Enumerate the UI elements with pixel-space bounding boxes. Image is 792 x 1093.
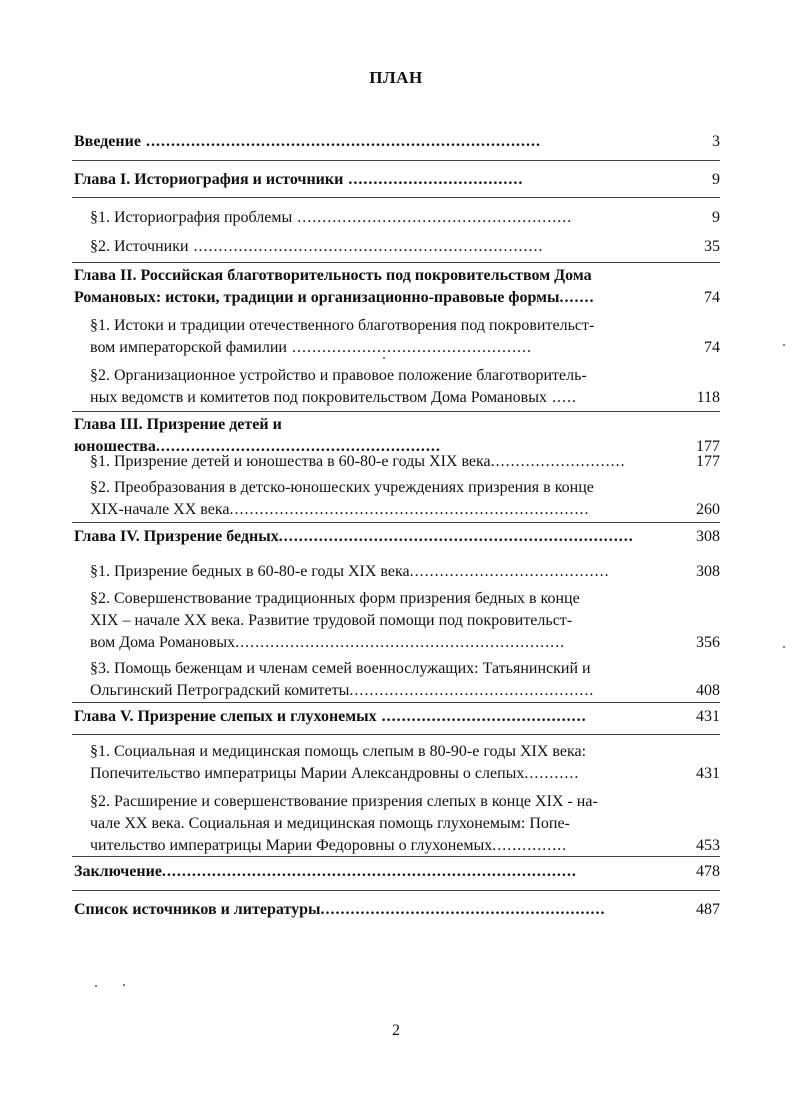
page-title: ПЛАН <box>369 68 423 87</box>
toc-line: XIX-начале XX века <box>90 501 230 518</box>
toc-line: Глава III. Призрение детей и юношества <box>74 416 282 455</box>
toc-line: ных ведомств и комитетов под покровительством Дома Романовых <box>90 389 547 406</box>
toc-line: Заключение <box>74 863 162 880</box>
toc-line: §3. Помощь беженцам и членам семей военнослужащих: Татьянинский и <box>90 660 591 677</box>
toc-line: вом Дома Романовых <box>90 634 236 651</box>
toc-page-number: 431 <box>696 708 720 725</box>
toc-line: §2. Организационное устройство и правовое положение благотворитель- <box>90 367 587 384</box>
toc-line: Список источников и литературы <box>74 901 321 918</box>
toc-page-number: 118 <box>696 389 720 406</box>
toc-line: Ольгинский Петроградский комитеты <box>90 682 350 699</box>
leader-dots: ......................................................... <box>320 901 606 918</box>
toc-entry <box>90 477 720 521</box>
toc-entry <box>90 236 720 258</box>
toc-entry <box>74 861 720 883</box>
leader-dots: ..... <box>546 389 577 406</box>
toc-page-number: 35 <box>704 238 720 255</box>
toc-line: §1. Призрение бедных в 60-80-е годы XIX века <box>90 563 410 580</box>
leader-dots: ....................................................................... <box>278 528 634 545</box>
divider <box>72 856 720 857</box>
leader-dots: ....... <box>559 289 595 306</box>
leader-dots: ....................................................... <box>292 209 573 226</box>
toc-entry <box>90 365 720 409</box>
leader-dots: ........................................ <box>409 563 610 580</box>
divider <box>72 411 720 412</box>
leader-dots: ................................................ <box>286 339 532 356</box>
toc-entry <box>90 741 720 785</box>
toc-entry <box>74 169 720 191</box>
toc-entry <box>90 561 720 583</box>
toc-entry <box>90 451 720 473</box>
toc-page-number: 74 <box>704 289 720 306</box>
toc-line: §2. Преобразования в детско-юношеских учреждениях призрения в конце <box>90 479 594 496</box>
leader-dots: ........... <box>524 765 580 782</box>
leader-dots: ............... <box>492 837 568 854</box>
leader-dots: ...................................................................... <box>188 238 544 255</box>
toc-page-number: 3 <box>712 133 720 150</box>
leader-dots: .................................................................. <box>235 634 566 651</box>
leader-dots: ......................................... <box>376 708 587 725</box>
toc-page-number: 478 <box>696 863 720 880</box>
scan-speck <box>123 984 125 986</box>
leader-dots: ................................... <box>343 171 524 188</box>
divider <box>72 160 720 161</box>
toc-entry <box>74 526 720 548</box>
toc-page-number: 453 <box>696 837 720 854</box>
toc-line: Введение <box>74 133 141 150</box>
toc-page-number: 408 <box>696 682 720 699</box>
scan-speck <box>95 985 97 987</box>
page-number: 2 <box>392 1022 400 1039</box>
toc-page-number: 308 <box>696 563 720 580</box>
toc-page-number: 356 <box>696 634 720 651</box>
divider <box>72 734 720 735</box>
divider <box>72 262 720 263</box>
scan-speck <box>783 646 785 648</box>
toc-line: вом императорской фамилии <box>90 339 287 356</box>
toc-line: Глава I. Историография и источники <box>74 171 344 188</box>
toc-line: Попечительство императрицы Марии Александровны о слепых <box>90 765 525 782</box>
toc-entry <box>74 265 720 309</box>
divider <box>72 702 720 703</box>
toc-line: §2. Источники <box>90 238 189 255</box>
toc-page-number: 308 <box>696 528 720 545</box>
toc-page-number: 177 <box>696 438 720 455</box>
toc-line: Глава V. Призрение слепых и глухонемых <box>74 708 377 725</box>
toc-line: XIX – начале XX века. Развитие трудовой помощи под покровительст- <box>90 612 573 629</box>
leader-dots: ............................................................................... <box>140 133 541 150</box>
toc-line: §2. Совершенствование традиционных форм призрения бедных в конце <box>90 590 580 607</box>
leader-dots: ........................... <box>490 453 626 470</box>
toc-line: §2. Расширение и совершенствование призрения слепых в конце XIX - на- <box>90 793 598 810</box>
toc-entry <box>90 658 720 702</box>
divider <box>72 197 720 198</box>
leader-dots: ........................................................................ <box>229 501 590 518</box>
leader-dots: ................................................. <box>349 682 595 699</box>
toc-line: Глава II. Российская благотворительность под покровительством Дома <box>74 267 592 284</box>
toc-line: чительство императрицы Марии Федоровны о глухонемых <box>90 837 493 854</box>
toc-entry <box>90 315 720 359</box>
scan-speck <box>383 357 385 359</box>
toc-entry <box>74 899 720 921</box>
leader-dots: ......................................................... <box>155 438 441 455</box>
divider <box>72 522 720 523</box>
toc-entry <box>74 706 720 728</box>
toc-line: Глава IV. Призрение бедных <box>74 528 279 545</box>
toc-entry <box>90 791 720 857</box>
toc-line: §1. Историография проблемы <box>90 209 293 226</box>
toc-page-number: 74 <box>704 339 720 356</box>
toc-page-number: 9 <box>712 171 720 188</box>
toc-line: чале XX века. Социальная и медицинская помощь глухонемым: Попе- <box>90 815 570 832</box>
scan-speck <box>783 344 785 346</box>
toc-line: §1. Истоки и традиции отечественного благотворения под покровительст- <box>90 317 595 334</box>
toc-line: §1. Призрение детей и юношества в 60-80-е годы XIX века <box>90 453 491 470</box>
leader-dots: ................................................................................... <box>161 863 577 880</box>
toc-entry <box>74 131 720 153</box>
divider <box>72 890 720 891</box>
toc-line: Романовых: истоки, традиции и организационно-правовые формы <box>74 289 560 306</box>
toc-page-number: 431 <box>696 765 720 782</box>
toc-page-number: 9 <box>712 209 720 226</box>
toc-line: §1. Социальная и медицинская помощь слепым в 80-90-е годы XIX века: <box>90 743 587 760</box>
toc-page-number: 487 <box>696 901 720 918</box>
toc-entry <box>90 588 720 654</box>
toc-entry <box>90 207 720 229</box>
toc-page-number: 260 <box>696 501 720 518</box>
toc-page-number: 177 <box>696 453 720 470</box>
